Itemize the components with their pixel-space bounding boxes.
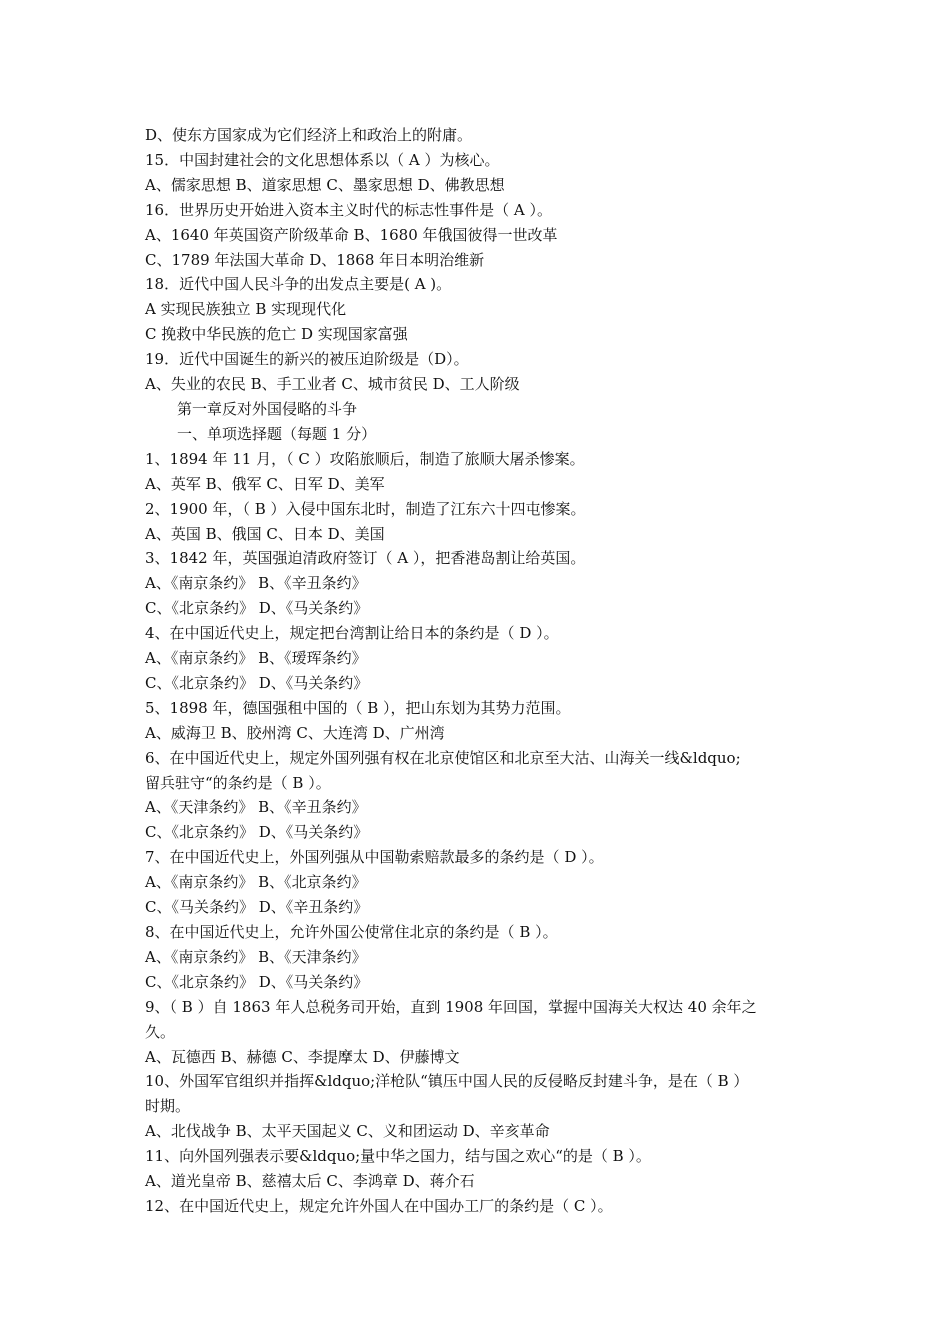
text-line: 5、1898 年，德国强租中国的（ B ），把山东划为其势力范围。	[145, 698, 571, 717]
text-line: C、《北京条约》 D、《马关条约》	[145, 972, 369, 991]
text-line: C、《北京条约》 D、《马关条约》	[145, 599, 369, 618]
text-line: A、《天津条约》 B、《辛丑条约》	[145, 798, 367, 817]
text-line: A、威海卫 B、胶州湾 C、大连湾 D、广州湾	[145, 723, 445, 742]
text-line: C、《北京条约》 D、《马关条约》	[145, 673, 369, 692]
text-line: A 实现民族独立 B 实现现代化	[145, 300, 347, 319]
text-line: C、1789 年法国大革命 D、1868 年日本明治维新	[145, 250, 485, 269]
text-line: 时期。	[145, 1097, 191, 1116]
text-line: 6、在中国近代史上，规定外国列强有权在北京使馆区和北京至大沽、山海关一线&ldquo;	[145, 748, 741, 767]
text-line: 留兵驻守“的条约是（ B ）。	[145, 773, 331, 792]
text-line: A、1640 年英国资产阶级革命 B、1680 年俄国彼得一世改革	[145, 225, 558, 244]
text-line: C、《北京条约》 D、《马关条约》	[145, 823, 369, 842]
text-line: A、道光皇帝 B、慈禧太后 C、李鸿章 D、蒋介石	[145, 1172, 475, 1191]
document-body	[145, 123, 817, 1219]
section-heading: 一、单项选择题（每题 1 分）	[177, 424, 377, 443]
text-line: 11、向外国列强表示要&ldquo;量中华之国力，结与国之欢心“的是（ B ）。	[145, 1147, 651, 1166]
text-line: 16．世界历史开始进入资本主义时代的标志性事件是（ A ）。	[145, 200, 552, 219]
text-line: A、英国 B、俄国 C、日本 D、美国	[145, 524, 385, 543]
text-line: 2、1900 年，（ B ）入侵中国东北时，制造了江东六十四屯惨案。	[145, 499, 586, 518]
text-line: A、《南京条约》 B、《北京条约》	[145, 873, 367, 892]
text-line: A、儒家思想 B、道家思想 C、墨家思想 D、佛教思想	[145, 175, 505, 194]
text-line: C 挽救中华民族的危亡 D 实现国家富强	[145, 325, 408, 344]
text-line: D、使东方国家成为它们经济上和政治上的附庸。	[145, 126, 473, 144]
text-line: 1、1894 年 11 月，（ C ）攻陷旅顺后，制造了旅顺大屠杀惨案。	[145, 449, 585, 468]
text-line: 3、1842 年，英国强迫清政府签订（ A ），把香港岛割让给英国。	[145, 549, 586, 568]
text-line: A、北伐战争 B、太平天国起义 C、义和团运动 D、辛亥革命	[145, 1122, 550, 1141]
text-line: 12、在中国近代史上，规定允许外国人在中国办工厂的条约是（ C ）。	[145, 1196, 613, 1215]
text-line: 10、外国军官组织并指挥&ldquo;洋枪队“镇压中国人民的反侵略反封建斗争，是在（ B ）	[145, 1072, 749, 1091]
text-line: 8、在中国近代史上，允许外国公使常住北京的条约是（ B ）。	[145, 923, 558, 941]
text-line: A、英军 B、俄军 C、日军 D、美军	[145, 474, 385, 493]
text-line: 19．近代中国诞生的新兴的被压迫阶级是（D）。	[145, 350, 469, 369]
text-line: A、失业的农民 B、手工业者 C、城市贫民 D、工人阶级	[145, 375, 520, 394]
text-line: C、《马关条约》 D、《辛丑条约》	[145, 898, 369, 917]
text-line: 18．近代中国人民斗争的出发点主要是( A )。	[145, 275, 452, 294]
section-heading: 第一章反对外国侵略的斗争	[177, 399, 358, 418]
text-line: 7、在中国近代史上，外国列强从中国勒索赔款最多的条约是（ D ）。	[145, 848, 604, 867]
text-line: A、《南京条约》 B、《天津条约》	[145, 947, 367, 966]
text-line: 9、（ B ）自 1863 年人总税务司开始，直到 1908 年回国，掌握中国海关大权达 40 余年之	[145, 997, 757, 1016]
text-line: 久。	[145, 1022, 176, 1041]
text-line: 15．中国封建社会的文化思想体系以（ A ）为核心。	[145, 150, 500, 169]
text-line: A、瓦德西 B、赫德 C、李提摩太 D、伊藤博文	[145, 1047, 460, 1066]
text-line: 4、在中国近代史上，规定把台湾割让给日本的条约是（ D ）。	[145, 624, 559, 643]
text-line: A、《南京条约》 B、《瑷珲条约》	[145, 649, 367, 668]
text-line: A、《南京条约》 B、《辛丑条约》	[145, 574, 367, 593]
